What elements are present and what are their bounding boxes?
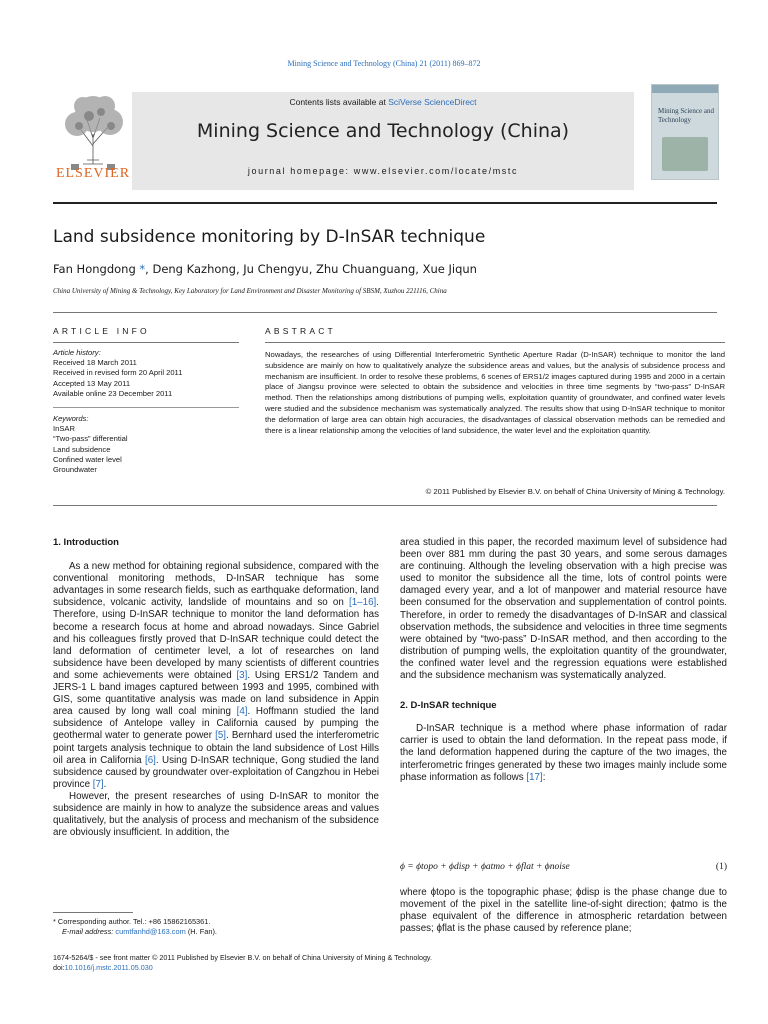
doi-link[interactable]: 10.1016/j.mstc.2011.05.030 (64, 963, 153, 973)
footnote-contact: * Corresponding author. Tel.: +86 15862165361. (53, 917, 211, 926)
text-run: As a new method for obtaining regional subsidence, compared with the conventional monitoring methods, D-InSAR technique has some advantages in some research fields, such as earthquake deformation, land subsidence, volcanic activity, landslide of mountains and so on (53, 561, 379, 609)
history-item: Received in revised form 20 April 2011 (53, 368, 183, 378)
journal-cover-thumbnail[interactable] (651, 84, 719, 180)
history-label: Article history: (53, 348, 101, 357)
history-item: Received 18 March 2011 (53, 358, 137, 368)
homepage-prefix: journal homepage: (247, 166, 354, 176)
equation-number: (1) (715, 862, 727, 872)
abstract-text: Nowadays, the researches of using Differential Interferometric Synthetic Aperture Radar (D-InSAR) technique to monitor the land subsidence are mainly on how to qualitatively analyze the subsidence areas and values, but the analysis of subsidence process and mechanism are insufficient. In order to resolve these problems, 6 scenes of ERS1/2 images captured during 1995 and 2000 in a certain place of Jiangsu province were selected to obtain the subsidence and velocities in three time segments by “two-pass” D-InSAR method. Then the relationships among distributions of pumping wells, exploitation quantity of groundwater, and confined water levels were studied and the subsidence mechanism was systematically analyzed. The results show that using D-InSAR technique to monitor the deformation of large area can obtain high accuracies, the disadvantages of classical observation methods can be remedied and there is a linear relationship among the velocities of land subsidence, the water level and the exploitation quantity. (265, 350, 725, 435)
contents-prefix: Contents lists available at (289, 97, 389, 107)
keyword: Confined water level (53, 454, 122, 464)
keywords-label: Keywords: (53, 414, 89, 424)
email-label: E-mail address: (62, 927, 116, 937)
email-link[interactable]: cumtfanhd@163.com (115, 927, 186, 937)
keyword: “Two-pass” differential (53, 434, 128, 444)
citation-link[interactable]: [1–16] (349, 597, 377, 609)
email-suffix: (H. Fan). (185, 927, 217, 937)
header-rule (53, 202, 717, 204)
title-rule (53, 312, 717, 313)
footnote-rule (53, 912, 133, 913)
right-column (400, 537, 727, 784)
journal-reference[interactable]: Mining Science and Technology (China) 21 (2011) 869–872 (287, 59, 481, 68)
affiliation: China University of Mining & Technology, Key Laboratory for Land Environment and Disaster Monitoring of SBSM, Xuzhou 221116, China (53, 287, 447, 295)
text-run: D-InSAR technique is a method where phase information of radar carrier is used to obtain the land deformation. In the repeat pass mode, if the land deformation happened during the capture of the two images, the interferometric fringes generated by these two images mainly include some phase information as follows (400, 723, 727, 783)
article-info-heading: ARTICLE INFO (53, 326, 150, 336)
co-authors: , Deng Kazhong, Ju Chengyu, Zhu Chuanguang, Xue Jiqun (145, 262, 477, 276)
text-run: . (103, 778, 107, 790)
equation-1: ϕ = ϕtopo + ϕdisp + ϕatmo + ϕflat + ϕnoise (400, 862, 570, 872)
page-footer (53, 953, 717, 973)
abstract-heading: ABSTRACT (265, 326, 336, 336)
right-paragraph-1: area studied in this paper, the recorded maximum level of subsidence had been over 881 mm during the past 30 years, and some serous damages are continuing. Although the leveling observation with a high precise was used to monitor the subsidence all the time, lots of control points were damaged every year, and a lot of manpower and material resource have been consumed for the observation and supplementation of control points. Therefore, in order to remedy the disadvantages of D-InSAR and classical observation methods, the subsidence and velocities in three time segments were obtained by “two-pass” D-InSAR method, and then according to the distribution of pumping wells, the exploitation quantity of the groundwater, the confined water level and the regression equations were established and the subsidence mechanism was systematically analyzed. (400, 537, 727, 682)
text-run: . Using ERS1/2 Tandem and JERS-1 L band images captured between 1993 and 1995, combined with GIS, some quantitative analysis was made on land subsidence in Appin area caused by long wall coal mining (53, 669, 379, 718)
footnote-email-line (53, 927, 373, 937)
keywords-rule (53, 407, 239, 408)
article-info (53, 348, 239, 475)
abstract-bottom-rule (53, 505, 717, 506)
abstract-rule (265, 342, 725, 343)
equation-explanation: where ϕtopo is the topographic phase; ϕdisp is the phase change due to movement of the pixel in the satellite line-of-sight direction; ϕatmo is the phase equivalent of the difference in atmospheric retardation between passes; ϕflat is the phase caused by reference plane; (400, 887, 727, 935)
homepage-url[interactable]: www.elsevier.com/locate/mstc (353, 166, 519, 176)
contents-line (132, 97, 634, 107)
elsevier-wordmark: ELSEVIER (55, 166, 131, 181)
keyword: Land subsidence (53, 444, 111, 454)
introduction-heading: 1. Introduction (53, 537, 119, 548)
cover-image (662, 137, 708, 171)
citation-link[interactable]: [6] (145, 754, 156, 766)
doi-line (53, 963, 717, 973)
corresponding-author-marker[interactable]: * (135, 262, 146, 276)
author-list (53, 262, 477, 276)
citation-link[interactable]: [7] (92, 778, 104, 790)
paper-title: Land subsidence monitoring by D-InSAR technique (53, 227, 486, 247)
cover-title: Mining Science and Technology (658, 107, 714, 124)
intro-paragraph-2: However, the present researches of using D-InSAR to monitor the subsidence are mainly in how to analyze the subsidence areas and values qualitatively, but the analysis of process and mechanism of the subsidence are obviously insufficient. In addition, the (53, 790, 379, 839)
citation-link[interactable]: [17] (526, 771, 543, 783)
abstract-copyright: © 2011 Published by Elsevier B.V. on behalf of China University of Mining & Technology. (425, 487, 725, 496)
text-run: . Therefore, using D-InSAR technique to monitor the land deformation has become a research focus at home and abroad nowadays. Since Gabriel and his colleagues firstly proved that D-InSAR technique could detect the land deformation of centimeter level, a lot of researches on land subsidence have been developed by many scientists of different countries and some achievements were obtained (53, 597, 379, 681)
homepage-line (132, 166, 634, 176)
text-run: . Using D-InSAR technique, Gong studied the land subsidence caused by groundwater over-exploitation of Cangzhou in Hebei province (53, 754, 379, 790)
text-run: : (542, 771, 546, 783)
text-run: . Bernhard used the interferometric point targets analysis technique to obtain the land subsidence of Lost Hills oil area in California (53, 730, 379, 766)
keyword: Groundwater (53, 465, 97, 475)
corresponding-author-footnote (53, 917, 373, 938)
lead-author: Fan Hongdong (53, 262, 136, 276)
cover-strip (652, 85, 718, 93)
sciencedirect-link[interactable]: SciVerse ScienceDirect (388, 97, 477, 107)
dinsar-section-heading: 2. D-InSAR technique (400, 700, 497, 712)
journal-title: Mining Science and Technology (China) (196, 120, 570, 142)
left-column (53, 537, 379, 839)
citation-link[interactable]: [5] (215, 730, 227, 742)
citation-link[interactable]: [4] (236, 706, 248, 718)
keyword: InSAR (53, 424, 75, 434)
text-run: . Hoffmann studied the land subsidence of Antelope valley in California caused by pumping the geothermal water to generate power (53, 706, 379, 742)
dinsar-paragraph-1 (400, 723, 727, 783)
history-item: Available online 23 December 2011 (53, 388, 173, 398)
after-equation-text (400, 887, 727, 935)
history-item: Accepted 13 May 2011 (53, 378, 131, 388)
citation-link[interactable]: [3] (236, 669, 248, 681)
doi-prefix: doi: (53, 963, 65, 973)
front-matter-line: 1674-5264/$ - see front matter © 2011 Published by Elsevier B.V. on behalf of China University of Mining & Technology. (53, 953, 432, 962)
article-info-rule (53, 342, 239, 343)
intro-paragraph-1 (53, 561, 379, 791)
